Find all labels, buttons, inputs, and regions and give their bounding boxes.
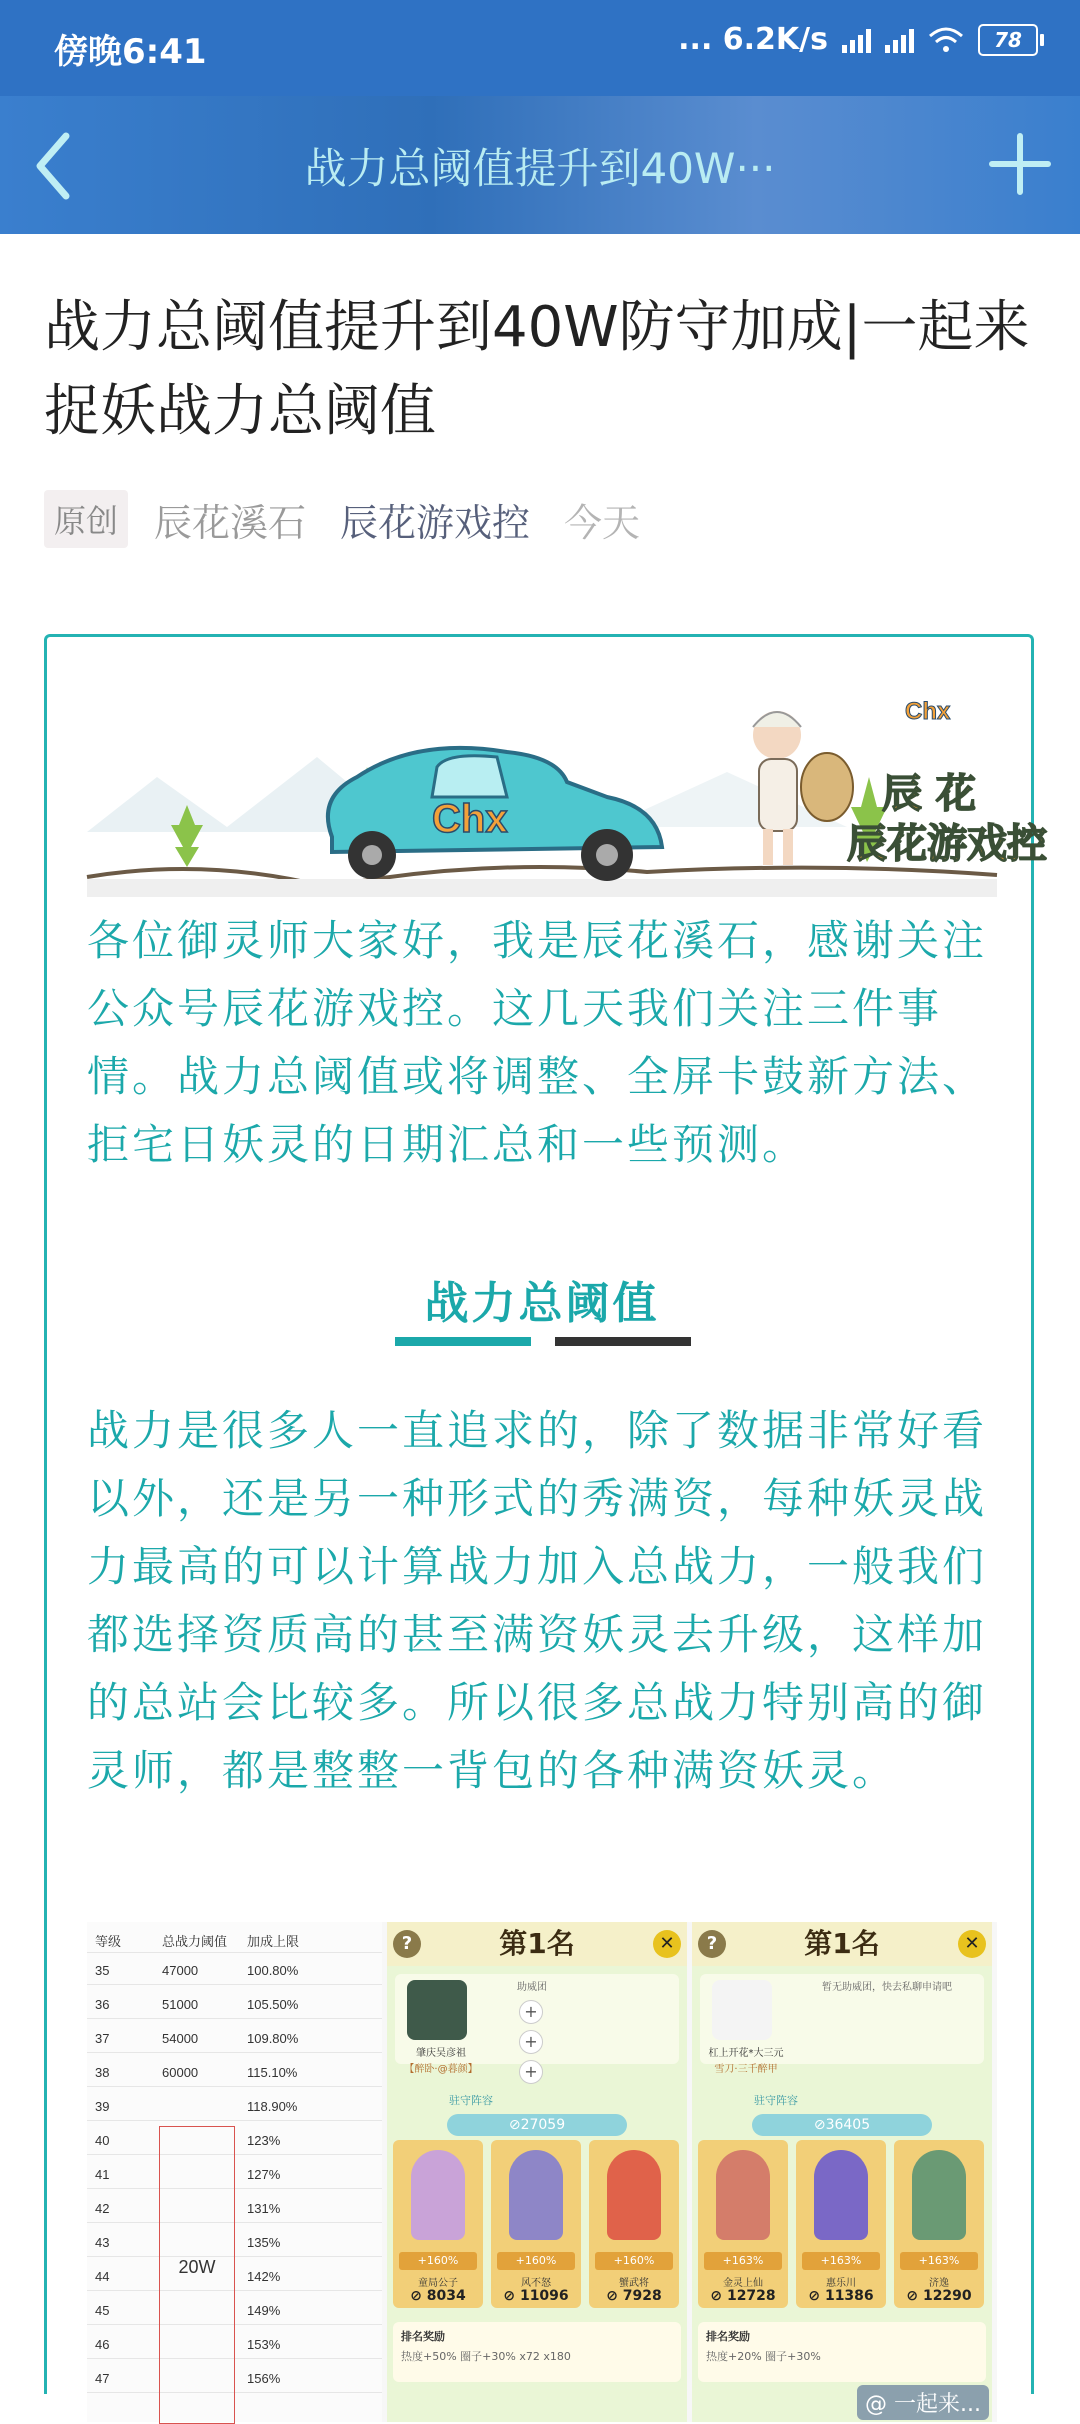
spirit-figure	[607, 2150, 661, 2240]
svg-text:辰 花: 辰 花	[882, 771, 976, 817]
highlight-box	[159, 2126, 235, 2424]
table-row	[87, 2092, 382, 2121]
wifi-icon	[928, 26, 964, 54]
table-cell: 37	[95, 2031, 110, 2046]
table-cell: 38	[95, 2065, 110, 2080]
banner-illustration	[87, 657, 1047, 897]
highlight-label: 20W	[178, 2257, 216, 2277]
table-cell: 46	[95, 2337, 110, 2352]
table-cell: 45	[95, 2303, 110, 2318]
player-name: 肇庆吴彦祖	[416, 2048, 466, 2059]
publish-date: 今天	[564, 500, 641, 545]
spirit-power: ⊘ 12728	[710, 2288, 776, 2304]
avatar	[712, 1980, 772, 2040]
rank-panel-right	[692, 1922, 992, 2422]
spirit-figure	[814, 2150, 868, 2240]
spirit-power: ⊘ 11386	[808, 2288, 874, 2304]
signal-icon	[842, 27, 871, 53]
table-header-cell: 总战力阈值	[162, 1934, 228, 1949]
table-cell: 47	[95, 2371, 110, 2386]
table-header-cell: 加成上限	[247, 1934, 300, 1949]
spirit-name: 惠乐川	[826, 2278, 856, 2289]
article-title: 战力总阈值提升到40W防守加成|一起来捉妖战力总阈值	[44, 295, 1030, 444]
reward-label: 排名奖励	[706, 2330, 750, 2343]
rank-header: 第1名	[692, 1922, 992, 1966]
table-cell: 135%	[247, 2235, 281, 2250]
table-header	[87, 1924, 382, 1953]
table-cell: 60000	[162, 2065, 199, 2080]
table-row	[87, 1990, 382, 2019]
table-cell: 47000	[162, 1963, 199, 1978]
table-cell: 41	[95, 2167, 110, 2182]
spirit-figure	[912, 2150, 966, 2240]
spirit-power: ⊘ 7928	[606, 2288, 662, 2304]
chevron-left-icon[interactable]	[22, 126, 92, 206]
original-tag: 原创	[44, 490, 128, 548]
spirit-figure	[509, 2150, 563, 2240]
nav-title: 战力总阈值提升到40W···	[304, 144, 776, 193]
rank-header: 第1名	[387, 1922, 687, 1966]
player-name: 杠上开花*大三元	[708, 2048, 784, 2059]
close-icon[interactable]: ✕	[958, 1930, 986, 1958]
bonus-percent: +163%	[900, 2252, 978, 2270]
section-heading	[47, 1267, 1037, 1331]
defense-label: 驻守阵容	[449, 2094, 493, 2107]
watermark: @ 一起来...	[857, 2385, 989, 2420]
table-cell: 131%	[247, 2201, 281, 2216]
status-time: 傍晚6:41	[54, 32, 207, 72]
defense-power: ⊘36405	[752, 2114, 932, 2136]
table-cell: 54000	[162, 2031, 199, 2046]
banner-logo-text: 辰花游戏控	[847, 821, 1047, 867]
reward-values: 热度+50% 圈子+30% x72 x180	[401, 2350, 571, 2363]
reward-footer	[393, 2322, 681, 2382]
embedded-game-screenshot	[87, 1922, 997, 2422]
table-cell: 39	[95, 2099, 110, 2114]
spirit-slot[interactable]	[698, 2140, 788, 2308]
bonus-percent: +163%	[704, 2252, 782, 2270]
table-cell: 142%	[247, 2269, 281, 2284]
spirit-slot[interactable]	[796, 2140, 886, 2308]
table-row	[87, 2024, 382, 2053]
battery-level: 78	[978, 24, 1038, 56]
signal-icon-2	[885, 27, 914, 53]
article-meta	[44, 490, 640, 548]
account-link[interactable]: 辰花游戏控	[340, 500, 531, 545]
help-icon[interactable]: ?	[698, 1930, 726, 1958]
plus-icon[interactable]	[982, 126, 1058, 202]
table-cell: 40	[95, 2133, 110, 2148]
body-paragraph: 战力是很多人一直追求的，除了数据非常好看以外，还是另一种形式的秀满资，每种妖灵战力最高的可以计算战力加入总战力，一般我们都选择资质高的甚至满资妖灵去升级，这样加的总站会比较多。所以很多总战力特别高的御灵师，都是整整一背包的各种满资妖灵。	[87, 1406, 988, 1795]
threshold-table	[87, 1922, 382, 2422]
add-helper-button[interactable]: +	[519, 2060, 543, 2084]
spirit-slot[interactable]	[491, 2140, 581, 2308]
bonus-percent: +160%	[497, 2252, 575, 2270]
table-row	[87, 1956, 382, 1985]
add-helper-button[interactable]: +	[519, 2000, 543, 2024]
spirit-slot[interactable]	[894, 2140, 984, 2308]
spirit-slot[interactable]	[393, 2140, 483, 2308]
content-card	[44, 634, 1047, 2417]
table-cell: 149%	[247, 2303, 281, 2318]
reward-footer	[698, 2322, 986, 2382]
player-subtitle: 雪刀·三千醉甲	[714, 2064, 778, 2075]
svg-text:Chx: Chx	[905, 698, 951, 725]
table-cell: 42	[95, 2201, 110, 2216]
spirit-figure	[411, 2150, 465, 2240]
reward-label: 排名奖励	[401, 2330, 445, 2343]
spirit-name: 金灵上仙	[723, 2278, 763, 2289]
heading-underline-teal	[395, 1337, 531, 1346]
spirit-slot[interactable]	[589, 2140, 679, 2308]
help-icon[interactable]: ?	[393, 1930, 421, 1958]
spirit-name: 蟹武将	[619, 2278, 649, 2289]
table-cell: 156%	[247, 2371, 281, 2386]
close-icon[interactable]: ✕	[653, 1930, 681, 1958]
spirit-power: ⊘ 11096	[503, 2288, 569, 2304]
bonus-percent: +160%	[595, 2252, 673, 2270]
status-bar	[0, 0, 1080, 96]
battery-icon	[978, 24, 1044, 56]
nav-bar	[0, 96, 1080, 234]
table-cell: 109.80%	[247, 2031, 299, 2046]
table-cell: 100.80%	[247, 1963, 299, 1978]
table-cell: 153%	[247, 2337, 281, 2352]
defense-power: ⊘27059	[447, 2114, 627, 2136]
table-cell: 118.90%	[247, 2099, 298, 2114]
bonus-percent: +160%	[399, 2252, 477, 2270]
status-indicators	[678, 22, 1044, 57]
reward-values: 热度+20% 圈子+30%	[706, 2350, 821, 2363]
add-helper-button[interactable]: +	[519, 2030, 543, 2054]
player-subtitle: 【醉卧·@暮颜】	[404, 2064, 478, 2075]
avatar	[407, 1980, 467, 2040]
bonus-percent: +163%	[802, 2252, 880, 2270]
section-heading-text: 战力总阈值	[424, 1278, 660, 1329]
table-cell: 123%	[247, 2133, 281, 2148]
table-cell: 35	[95, 1963, 110, 1978]
spirit-power: ⊘ 8034	[410, 2288, 466, 2304]
table-row	[87, 2058, 382, 2087]
spirit-name: 风不怒	[521, 2278, 551, 2289]
heading-underline-dark	[555, 1337, 691, 1346]
table-header-cell: 等级	[95, 1934, 122, 1949]
spirit-power: ⊘ 12290	[906, 2288, 972, 2304]
author-name: 辰花溪石	[154, 500, 307, 545]
spirit-name: 童局公子	[418, 2278, 458, 2289]
table-cell: 43	[95, 2235, 110, 2250]
rank-panel-left	[387, 1922, 687, 2422]
intro-paragraph: 各位御灵师大家好，我是辰花溪石，感谢关注公众号辰花游戏控。这几天我们关注三件事情。战力总阈值或将调整、全屏卡鼓新方法、拒宅日妖灵的日期汇总和一些预测。	[87, 916, 988, 1169]
defense-label: 驻守阵容	[754, 2094, 798, 2107]
spirit-figure	[716, 2150, 770, 2240]
car-logo-text: Chx	[432, 797, 508, 841]
table-cell: 115.10%	[247, 2065, 298, 2080]
helpers-label: 暂无助威团，快去私聊申请吧	[822, 1982, 952, 1993]
network-speed: ... 6.2K/s	[678, 22, 828, 57]
table-cell: 44	[95, 2269, 110, 2284]
table-cell: 51000	[162, 1997, 199, 2012]
spirit-name: 济逸	[929, 2278, 949, 2289]
table-cell: 36	[95, 1997, 110, 2012]
helpers-label: 助威团	[517, 1982, 547, 1993]
table-cell: 127%	[247, 2167, 281, 2182]
table-cell: 105.50%	[247, 1997, 299, 2012]
